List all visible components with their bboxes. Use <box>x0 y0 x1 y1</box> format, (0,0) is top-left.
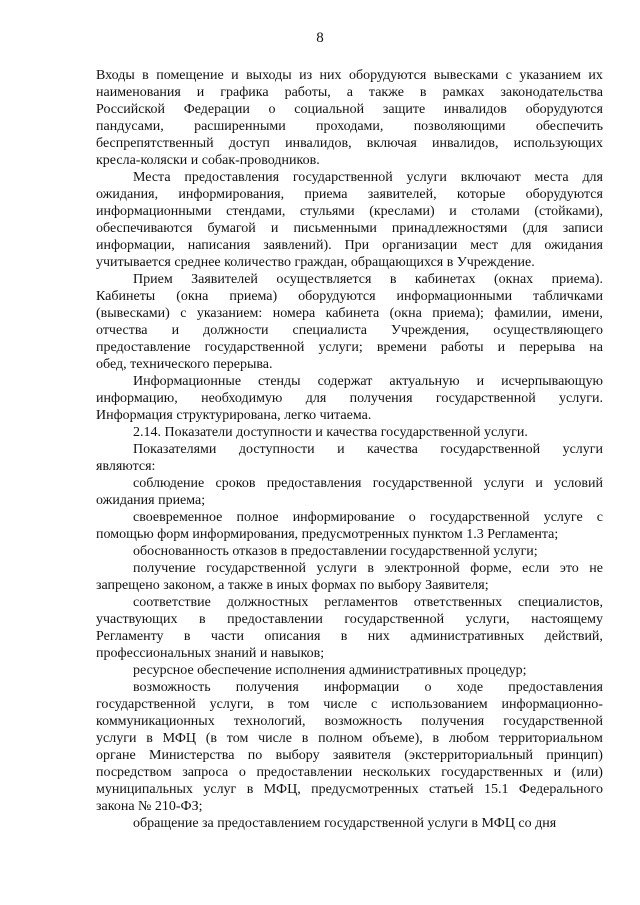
text-line: ожидания, информирования, приема заявителей, которые оборудуются <box>96 187 603 202</box>
text-line: обращение за предоставлением государственной услуги в МФЦ со дня <box>133 816 557 831</box>
paragraph <box>96 441 603 475</box>
text-line: ресурсное обеспечение исполнения административных процедур; <box>133 663 527 678</box>
paragraph <box>96 594 603 662</box>
text-line: являются: <box>96 459 156 474</box>
text-line: запрещено законом, а также в иных формах по выбору Заявителя; <box>96 578 489 593</box>
paragraph <box>96 373 603 424</box>
text-line: Прием Заявителей осуществляется в кабинетах (окнах приема). <box>133 272 603 287</box>
text-line: информацию, необходимую для получения государственной услуги. <box>96 391 603 406</box>
paragraph <box>96 475 603 509</box>
text-line: Места предоставления государственной услуги включают места для <box>133 170 603 185</box>
text-line: коммуникационных технологий, возможность получения государственной <box>96 714 603 729</box>
text-line: обед, технического перерыва. <box>96 357 273 372</box>
text-line: Входы в помещение и выходы из них оборудуются вывесками с указанием их <box>96 68 603 83</box>
text-line: своевременное полное информирование о государственной услуге с <box>133 510 603 525</box>
paragraph <box>96 271 603 373</box>
text-line: соответствие должностных регламентов ответственных специалистов, <box>133 595 603 610</box>
body-text <box>96 67 603 832</box>
paragraph <box>96 169 603 271</box>
text-line: органе Министерства по выбору заявителя (экстерриториальный принцип) <box>96 748 603 763</box>
paragraph <box>96 662 603 679</box>
text-line: посредством запроса о предоставлении нескольких государственных и (или) <box>96 765 603 780</box>
text-line: информационными стендами, стульями (креслами) и столами (стойками), <box>96 204 603 219</box>
text-line: участвующих в предоставлении государственной услуги, настоящему <box>96 612 603 627</box>
text-line: отчества и должности специалиста Учреждения, осуществляющего <box>96 323 603 338</box>
paragraph <box>96 543 603 560</box>
text-line: ожидания приема; <box>96 493 206 508</box>
text-line: профессиональных знаний и навыков; <box>96 646 325 661</box>
text-line: помощью форм информирования, предусмотренных пунктом 1.3 Регламента; <box>96 527 559 542</box>
text-line: Показателями доступности и качества государственной услуги <box>133 442 603 457</box>
text-line: Российской Федерации о социальной защите инвалидов оборудуются <box>96 102 603 117</box>
text-line: соблюдение сроков предоставления государственной услуги и условий <box>133 476 603 491</box>
paragraph <box>96 424 603 441</box>
text-line: государственной услуги, в том числе с использованием информационно- <box>96 697 603 712</box>
text-line: наименования и графика работы, а также в рамках законодательства <box>96 85 603 100</box>
text-line: Регламенту в части описания в них административных действий, <box>96 629 603 644</box>
text-line: 2.14. Показатели доступности и качества государственной услуги. <box>133 425 528 440</box>
paragraph <box>96 679 603 815</box>
text-line: (вывесками) с указанием: номера кабинета (окна приема); фамилии, имени, <box>96 306 603 321</box>
text-line: обоснованность отказов в предоставлении государственной услуги; <box>133 544 538 559</box>
paragraph <box>96 67 603 169</box>
text-line: обеспечиваются бумагой и письменными принадлежностями (для записи <box>96 221 603 236</box>
text-line: возможность получения информации о ходе предоставления <box>133 680 603 695</box>
text-line: предоставление государственной услуги; времени работы и перерыва на <box>96 340 603 355</box>
paragraph <box>96 815 603 832</box>
text-line: учитывается среднее количество граждан, обращающихся в Учреждение. <box>96 255 535 270</box>
text-line: получение государственной услуги в электронной форме, если это не <box>133 561 603 576</box>
text-line: Кабинеты (окна приема) оборудуются информационными табличками <box>96 289 603 304</box>
paragraph <box>96 560 603 594</box>
text-line: информации, написания заявлений). При организации мест для ожидания <box>96 238 603 253</box>
text-line: беспрепятственный доступ инвалидов, включая инвалидов, использующих <box>96 136 603 151</box>
text-line: кресла-коляски и собак-проводников. <box>96 153 320 168</box>
paragraph <box>96 509 603 543</box>
text-line: Информационные стенды содержат актуальную и исчерпывающую <box>133 374 603 389</box>
text-line: пандусами, расширенными проходами, позволяющими обеспечить <box>96 119 603 134</box>
text-line: муниципальных услуг в МФЦ, предусмотренных статьей 15.1 Федерального <box>96 782 603 797</box>
text-line: Информация структурирована, легко читаема. <box>96 408 372 423</box>
page-number: 8 <box>316 30 324 46</box>
text-line: закона № 210-ФЗ; <box>96 799 203 814</box>
text-line: услуги в МФЦ (в том числе в полном объеме), в любом территориальном <box>96 731 603 746</box>
